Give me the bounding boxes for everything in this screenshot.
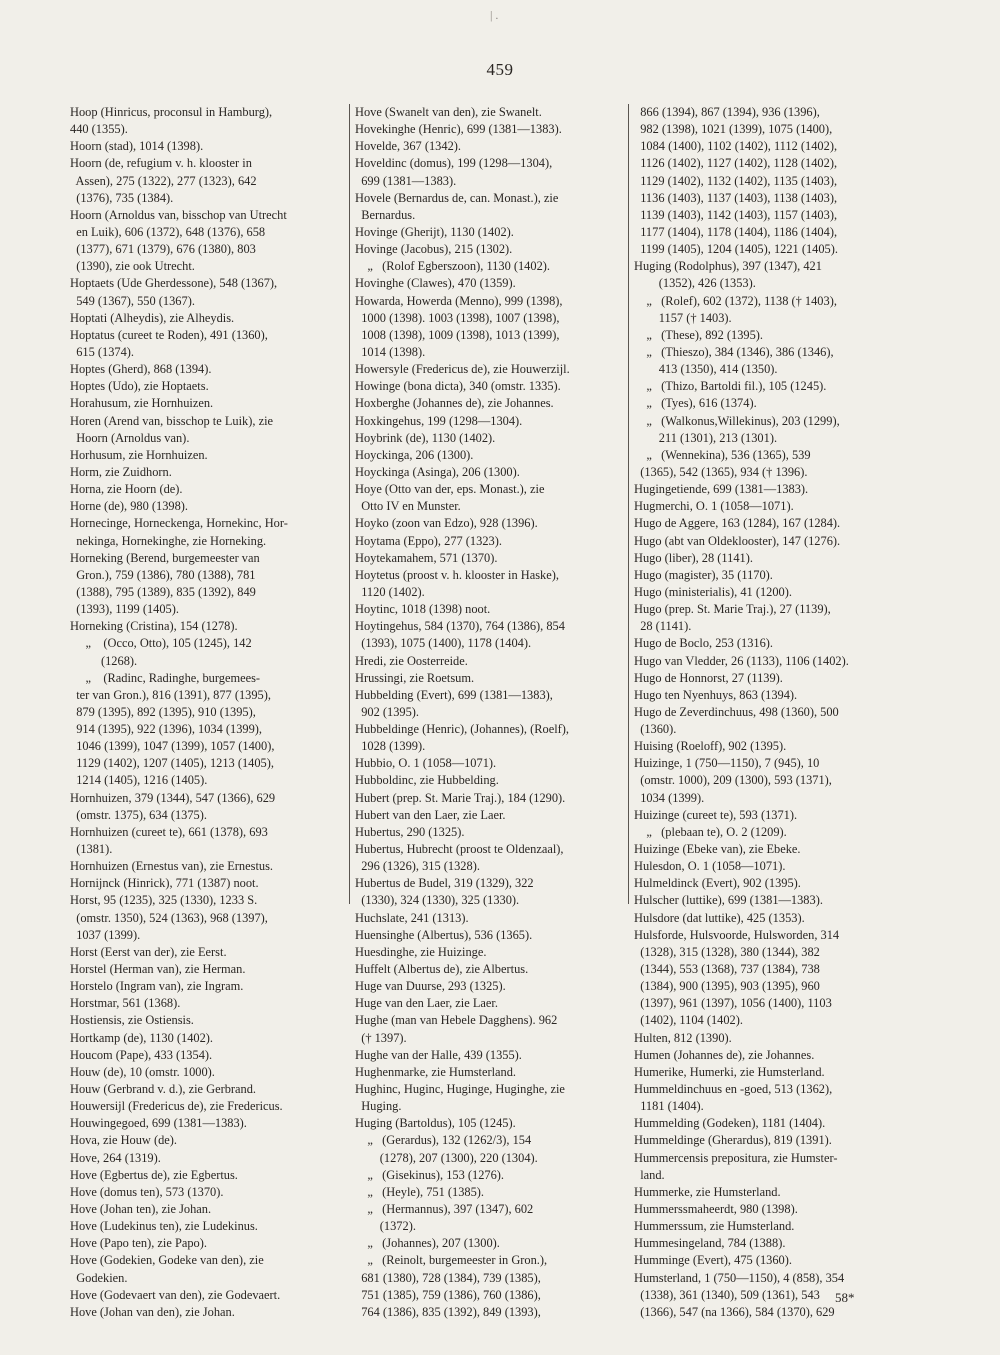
index-line: 615 (1374). bbox=[70, 344, 135, 359]
index-line: 296 (1326), 315 (1328). bbox=[355, 859, 480, 874]
index-line: Houcom (Pape), 433 (1354). bbox=[70, 1047, 213, 1062]
index-line: 1214 (1405), 1216 (1405). bbox=[70, 773, 208, 788]
index-line: „ (Johannes), 207 (1300). bbox=[355, 1236, 500, 1251]
index-line: (omstr. 1000), 209 (1300), 593 (1371), bbox=[634, 773, 832, 788]
index-line: Hoptatus (cureet te Roden), 491 (1360), bbox=[70, 327, 268, 342]
index-line: „ (Walkonus,Willekinus), 203 (1299), bbox=[634, 413, 840, 428]
index-line: Hubertus de Budel, 319 (1329), 322 bbox=[355, 876, 534, 891]
index-line: Hoorn (Arnoldus van, bisschop van Utrecht bbox=[70, 207, 287, 222]
index-line: Horen (Arend van, bisschop te Luik), zie bbox=[70, 413, 274, 428]
index-line: 1028 (1399). bbox=[355, 739, 426, 754]
index-line: 1136 (1403), 1137 (1403), 1138 (1403), bbox=[634, 190, 838, 205]
index-line: Hovelde, 367 (1342). bbox=[355, 139, 461, 154]
index-line: Hubert van den Laer, zie Laer. bbox=[355, 807, 506, 822]
index-line: Hredi, zie Oosterreide. bbox=[355, 653, 468, 668]
index-line: Horne (de), 980 (1398). bbox=[70, 499, 189, 514]
index-line: Hoyko (zoon van Edzo), 928 (1396). bbox=[355, 516, 538, 531]
index-line: Huizinge (Ebeke van), zie Ebeke. bbox=[634, 842, 801, 857]
index-line: 1000 (1398). 1003 (1398), 1007 (1398), bbox=[355, 310, 560, 325]
index-line: (1381). bbox=[70, 842, 113, 857]
index-line: Huging (Rodolphus), 397 (1347), 421 bbox=[634, 259, 822, 274]
top-mark: | . bbox=[490, 8, 499, 22]
index-line: Hoveldinc (domus), 199 (1298—1304), bbox=[355, 156, 553, 171]
index-line: Godekien. bbox=[70, 1270, 128, 1285]
index-line: Hoyckinga, 206 (1300). bbox=[355, 447, 474, 462]
index-line: (1268). bbox=[70, 653, 138, 668]
page-number: 459 bbox=[486, 60, 514, 79]
index-line: Hovinge (Gherijt), 1130 (1402). bbox=[355, 224, 514, 239]
index-line: Hubertus, 290 (1325). bbox=[355, 824, 465, 839]
index-line: Hoptes (Gherd), 868 (1394). bbox=[70, 362, 212, 377]
index-line: en Luik), 606 (1372), 648 (1376), 658 bbox=[70, 224, 266, 239]
index-line: Howarda, Howerda (Menno), 999 (1398), bbox=[355, 293, 563, 308]
index-line: 699 (1381—1383). bbox=[355, 173, 457, 188]
signature-mark: 58* bbox=[835, 1290, 855, 1305]
column-divider-1 bbox=[349, 104, 350, 904]
index-line: „ (Gisekinus), 153 (1276). bbox=[355, 1167, 505, 1182]
index-line: 413 (1350), 414 (1350). bbox=[634, 362, 778, 377]
index-line: nekinga, Hornekinghe, zie Horneking. bbox=[70, 533, 267, 548]
index-line: 764 (1386), 835 (1392), 849 (1393), bbox=[355, 1304, 541, 1319]
index-line: Hughenmarke, zie Humsterland. bbox=[355, 1064, 517, 1079]
index-line: Hovinge (Jacobus), 215 (1302). bbox=[355, 242, 513, 257]
index-line: Hummercensis prepositura, zie Humster- bbox=[634, 1150, 838, 1165]
index-line: (1402), 1104 (1402). bbox=[634, 1013, 743, 1028]
index-line: 1084 (1400), 1102 (1402), 1112 (1402), bbox=[634, 139, 838, 154]
index-line: Hoorn (stad), 1014 (1398). bbox=[70, 139, 204, 154]
index-line: Hugo de Honnorst, 27 (1139). bbox=[634, 670, 783, 685]
index-line: Houwersijl (Fredericus de), zie Fredericus. bbox=[70, 1099, 283, 1114]
index-line: Hoop (Hinricus, proconsul in Hamburg), bbox=[70, 105, 273, 119]
column-divider-2 bbox=[628, 104, 629, 904]
index-line: „ (Rolof Egberszoon), 1130 (1402). bbox=[355, 259, 550, 274]
index-column-1 bbox=[70, 104, 348, 1321]
index-line: (1344), 553 (1368), 737 (1384), 738 bbox=[634, 962, 820, 977]
index-line: Humsterland, 1 (750—1150), 4 (858), 354 bbox=[634, 1270, 845, 1285]
index-line: Hova, zie Houw (de). bbox=[70, 1133, 178, 1148]
index-line: 1181 (1404). bbox=[634, 1099, 704, 1114]
index-line: Hoytinc, 1018 (1398) noot. bbox=[355, 602, 491, 617]
index-line: (omstr. 1350), 524 (1363), 968 (1397), bbox=[70, 910, 268, 925]
index-line: Assen), 275 (1322), 277 (1323), 642 bbox=[70, 173, 257, 188]
index-line: Horst, 95 (1235), 325 (1330), 1233 S. bbox=[70, 893, 258, 908]
index-line: Hugo (magister), 35 (1170). bbox=[634, 567, 773, 582]
index-line: 1199 (1405), 1204 (1405), 1221 (1405). bbox=[634, 242, 838, 257]
index-line: „ (Thizo, Bartoldi fil.), 105 (1245). bbox=[634, 379, 827, 394]
index-line: (1352), 426 (1353). bbox=[634, 276, 756, 291]
index-line: Hoytama (Eppo), 277 (1323). bbox=[355, 533, 502, 548]
index-line: Hoorn (Arnoldus van). bbox=[70, 430, 190, 445]
index-line: Hoptes (Udo), zie Hoptaets. bbox=[70, 379, 209, 394]
index-line: 914 (1395), 922 (1396), 1034 (1399), bbox=[70, 722, 263, 737]
index-line: Hove (Johan van den), zie Johan. bbox=[70, 1304, 235, 1319]
index-line: Horstelo (Ingram van), zie Ingram. bbox=[70, 979, 244, 994]
index-line: 681 (1380), 728 (1384), 739 (1385), bbox=[355, 1270, 541, 1285]
index-line: Hubbeldinge (Henric), (Johannes), (Roelf), bbox=[355, 722, 570, 737]
index-line: Gron.), 759 (1386), 780 (1388), 781 bbox=[70, 567, 256, 582]
index-line: Hugo van Vledder, 26 (1133), 1106 (1402). bbox=[634, 653, 849, 668]
index-line: Hugo ten Nyenhuys, 863 (1394). bbox=[634, 687, 798, 702]
index-line: „ (Hermannus), 397 (1347), 602 bbox=[355, 1202, 534, 1216]
index-line: Hoxkingehus, 199 (1298—1304). bbox=[355, 413, 523, 428]
index-line: Hornhuizen (cureet te), 661 (1378), 693 bbox=[70, 824, 268, 839]
index-line: Hummerke, zie Humsterland. bbox=[634, 1184, 781, 1199]
index-line: Hoybrink (de), 1130 (1402). bbox=[355, 430, 496, 445]
index-line: (1338), 361 (1340), 509 (1361), 543 bbox=[634, 1287, 820, 1302]
index-line: Hove (Papo ten), zie Papo). bbox=[70, 1236, 207, 1251]
index-line: Hulsdore (dat luttike), 425 (1353). bbox=[634, 910, 805, 925]
index-line: Howersyle (Fredericus de), zie Houwerzijl. bbox=[355, 362, 570, 377]
index-line: (1393), 1075 (1400), 1178 (1404). bbox=[355, 636, 532, 651]
index-line: Hove (Egbertus de), zie Egbertus. bbox=[70, 1167, 238, 1182]
index-line: 440 (1355). bbox=[70, 122, 128, 137]
index-line: Hove (Ludekinus ten), zie Ludekinus. bbox=[70, 1219, 258, 1234]
index-line: Horstmar, 561 (1368). bbox=[70, 996, 181, 1011]
index-line: (1390), zie ook Utrecht. bbox=[70, 259, 195, 274]
index-line: (1376), 735 (1384). bbox=[70, 190, 174, 205]
index-line: „ (Tyes), 616 (1374). bbox=[634, 396, 757, 411]
index-line: Hostiensis, zie Ostiensis. bbox=[70, 1013, 194, 1028]
index-line: Horst (Eerst van der), zie Eerst. bbox=[70, 944, 227, 959]
index-line: Hugo de Boclo, 253 (1316). bbox=[634, 636, 774, 651]
index-column-2 bbox=[355, 104, 630, 1321]
index-line: Hove (domus ten), 573 (1370). bbox=[70, 1184, 224, 1199]
index-line: Horm, zie Zuidhorn. bbox=[70, 464, 172, 479]
index-line: Hummesingeland, 784 (1388). bbox=[634, 1236, 786, 1251]
index-line: Hubbelding (Evert), 699 (1381—1383), bbox=[355, 687, 553, 702]
index-line: „ (Wennekina), 536 (1365), 539 bbox=[634, 447, 811, 462]
index-line: 1037 (1399). bbox=[70, 927, 141, 942]
index-line: Houw (de), 10 (omstr. 1000). bbox=[70, 1064, 215, 1079]
index-line: (1393), 1199 (1405). bbox=[70, 602, 179, 617]
index-line: „ (Occo, Otto), 105 (1245), 142 bbox=[70, 636, 252, 651]
index-line: Hubbio, O. 1 (1058—1071). bbox=[355, 756, 497, 771]
index-line: Hughe (man van Hebele Dagghens). 962 bbox=[355, 1013, 558, 1028]
index-line: „ (These), 892 (1395). bbox=[634, 327, 764, 342]
index-line: Houwingegoed, 699 (1381—1383). bbox=[70, 1116, 247, 1131]
index-line: 751 (1385), 759 (1386), 760 (1386), bbox=[355, 1287, 541, 1302]
index-line: Hughinc, Huginc, Huginge, Huginghe, zie bbox=[355, 1082, 565, 1097]
index-line: (1388), 795 (1389), 835 (1392), 849 bbox=[70, 584, 256, 599]
index-line: Hulten, 812 (1390). bbox=[634, 1030, 732, 1045]
index-line: „ (plebaan te), O. 2 (1209). bbox=[634, 824, 787, 839]
index-line: 982 (1398), 1021 (1399), 1075 (1400), bbox=[634, 122, 833, 137]
index-line: Huising (Roeloff), 902 (1395). bbox=[634, 739, 787, 754]
index-line: (1330), 324 (1330), 325 (1330). bbox=[355, 893, 520, 908]
index-line: Hulscher (luttike), 699 (1381—1383). bbox=[634, 893, 823, 908]
index-line: Hornecinge, Horneckenga, Hornekinc, Hor- bbox=[70, 516, 288, 531]
index-line: 1139 (1403), 1142 (1403), 1157 (1403), bbox=[634, 207, 838, 222]
index-line: Hughe van der Halle, 439 (1355). bbox=[355, 1047, 522, 1062]
index-line: 902 (1395). bbox=[355, 704, 420, 719]
index-line: Hugo (prep. St. Marie Traj.), 27 (1139), bbox=[634, 602, 831, 617]
index-line: Horna, zie Hoorn (de). bbox=[70, 482, 183, 497]
index-line: Hove (Godekien, Godeke van den), zie bbox=[70, 1253, 264, 1268]
index-line: 1120 (1402). bbox=[355, 584, 425, 599]
index-line: Hummerssum, zie Humsterland. bbox=[634, 1219, 795, 1234]
index-line: Hove (Godevaert van den), zie Godevaert. bbox=[70, 1287, 281, 1302]
index-line: Huge van Duurse, 293 (1325). bbox=[355, 979, 506, 994]
index-line: Hovinghe (Clawes), 470 (1359). bbox=[355, 276, 516, 291]
index-line: Huchslate, 241 (1313). bbox=[355, 910, 469, 925]
index-line: Hornhuizen (Ernestus van), zie Ernestus. bbox=[70, 859, 274, 874]
index-line: Hulesdon, O. 1 (1058—1071). bbox=[634, 859, 786, 874]
index-line: (omstr. 1375), 634 (1375). bbox=[70, 807, 207, 822]
index-line: Huensinghe (Albertus), 536 (1365). bbox=[355, 927, 533, 942]
index-line: Huizinge, 1 (750—1150), 7 (945), 10 bbox=[634, 756, 820, 771]
index-line: Hovekinghe (Henric), 699 (1381—1383). bbox=[355, 122, 562, 137]
index-line: Horhusum, zie Hornhuizen. bbox=[70, 447, 208, 462]
index-line: 28 (1141). bbox=[634, 619, 692, 634]
index-line: Huging. bbox=[355, 1099, 402, 1114]
index-line: Hummeldinge (Gherardus), 819 (1391). bbox=[634, 1133, 832, 1148]
index-line: „ (Rolef), 602 (1372), 1138 († 1403), bbox=[634, 293, 837, 308]
index-line: „ (Heyle), 751 (1385). bbox=[355, 1184, 485, 1199]
index-line: Huesdinghe, zie Huizinge. bbox=[355, 944, 487, 959]
index-column-3 bbox=[634, 104, 916, 1321]
index-line: (1365), 542 (1365), 934 († 1396). bbox=[634, 464, 808, 479]
index-line: Humerike, Humerki, zie Humsterland. bbox=[634, 1064, 825, 1079]
index-line: Bernardus. bbox=[355, 207, 416, 222]
index-line: 1126 (1402), 1127 (1402), 1128 (1402), bbox=[634, 156, 838, 171]
index-line: (1278), 207 (1300), 220 (1304). bbox=[355, 1150, 538, 1165]
index-line: (1384), 900 (1395), 903 (1395), 960 bbox=[634, 979, 820, 994]
index-line: Hoptaets (Ude Gherdessone), 548 (1367), bbox=[70, 276, 278, 291]
index-line: Hovele (Bernardus de, can. Monast.), zie bbox=[355, 190, 559, 205]
index-line: 549 (1367), 550 (1367). bbox=[70, 293, 195, 308]
index-line: Humen (Johannes de), zie Johannes. bbox=[634, 1047, 815, 1062]
index-line: Hugmerchi, O. 1 (1058—1071). bbox=[634, 499, 794, 514]
index-line: Hubert (prep. St. Marie Traj.), 184 (1290). bbox=[355, 790, 566, 805]
index-line: Hornijnck (Hinrick), 771 (1387) noot. bbox=[70, 876, 259, 891]
index-line: „ (Reinolt, burgemeester in Gron.), bbox=[355, 1253, 548, 1268]
index-line: Hove (Johan ten), zie Johan. bbox=[70, 1202, 212, 1216]
index-line: Huge van den Laer, zie Laer. bbox=[355, 996, 498, 1011]
index-line: „ (Radinc, Radinghe, burgemees- bbox=[70, 670, 261, 685]
index-line: (1328), 315 (1328), 380 (1344), 382 bbox=[634, 944, 820, 959]
index-line: Horahusum, zie Hornhuizen. bbox=[70, 396, 214, 411]
index-line: Hulmeldinck (Evert), 902 (1395). bbox=[634, 876, 801, 891]
index-line: Hoye (Otto van der, eps. Monast.), zie bbox=[355, 482, 545, 497]
index-line: 1008 (1398), 1009 (1398), 1013 (1399), bbox=[355, 327, 560, 342]
index-line: Hubertus, Hubrecht (proost te Oldenzaal), bbox=[355, 842, 564, 857]
index-line: Hoytingehus, 584 (1370), 764 (1386), 854 bbox=[355, 619, 565, 634]
index-line: Hubboldinc, zie Hubbelding. bbox=[355, 773, 499, 788]
index-line: Hummelding (Godeken), 1181 (1404). bbox=[634, 1116, 826, 1131]
index-line: 1129 (1402), 1132 (1402), 1135 (1403), bbox=[634, 173, 838, 188]
index-line: 211 (1301), 213 (1301). bbox=[634, 430, 778, 445]
index-line: Howinge (bona dicta), 340 (omstr. 1335). bbox=[355, 379, 561, 394]
index-line: „ (Thieszo), 384 (1346), 386 (1346), bbox=[634, 344, 834, 359]
index-line: Horstel (Herman van), zie Herman. bbox=[70, 962, 246, 977]
index-line: (1360). bbox=[634, 722, 677, 737]
index-line: Hoyckinga (Asinga), 206 (1300). bbox=[355, 464, 520, 479]
index-line: (1366), 547 (na 1366), 584 (1370), 629 bbox=[634, 1304, 835, 1319]
index-line: Hoxberghe (Johannes de), zie Johannes. bbox=[355, 396, 554, 411]
index-line: 1157 († 1403). bbox=[634, 310, 732, 325]
index-line: Huffelt (Albertus de), zie Albertus. bbox=[355, 962, 529, 977]
index-line: Hugo (abt van Oldeklooster), 147 (1276). bbox=[634, 533, 841, 548]
index-line: Huizinge (cureet te), 593 (1371). bbox=[634, 807, 798, 822]
index-line: Hove (Swanelt van den), zie Swanelt. bbox=[355, 105, 542, 119]
index-line: Hugingetiende, 699 (1381—1383). bbox=[634, 482, 809, 497]
index-line: Horneking (Cristina), 154 (1278). bbox=[70, 619, 238, 634]
index-line: 1034 (1399). bbox=[634, 790, 705, 805]
index-line: „ (Gerardus), 132 (1262/3), 154 bbox=[355, 1133, 532, 1148]
index-line: 1177 (1404), 1178 (1404), 1186 (1404), bbox=[634, 224, 838, 239]
index-line: 879 (1395), 892 (1395), 910 (1395), bbox=[70, 704, 256, 719]
index-line: 1014 (1398). bbox=[355, 344, 426, 359]
index-line: Humminge (Evert), 475 (1360). bbox=[634, 1253, 792, 1268]
index-line: Hrussingi, zie Roetsum. bbox=[355, 670, 475, 685]
index-line: Hugo de Zeverdinchuus, 498 (1360), 500 bbox=[634, 704, 839, 719]
index-line: Hoptati (Alheydis), zie Alheydis. bbox=[70, 310, 235, 325]
index-line: († 1397). bbox=[355, 1030, 407, 1045]
index-line: Hugo (liber), 28 (1141). bbox=[634, 550, 753, 565]
index-line: land. bbox=[634, 1167, 665, 1182]
index-line: (1377), 671 (1379), 676 (1380), 803 bbox=[70, 242, 256, 257]
index-line: Hugo de Aggere, 163 (1284), 167 (1284). bbox=[634, 516, 841, 531]
index-line: Hummerssmaheerdt, 980 (1398). bbox=[634, 1202, 798, 1216]
index-line: Otto IV en Munster. bbox=[355, 499, 461, 514]
index-line: Hortkamp (de), 1130 (1402). bbox=[70, 1030, 214, 1045]
index-line: Hove, 264 (1319). bbox=[70, 1150, 161, 1165]
index-line: Hulsforde, Hulsvoorde, Hulsworden, 314 bbox=[634, 927, 840, 942]
index-line: Hummeldinchuus en -goed, 513 (1362), bbox=[634, 1082, 833, 1097]
index-line: (1397), 961 (1397), 1056 (1400), 1103 bbox=[634, 996, 832, 1011]
index-line: ter van Gron.), 816 (1391), 877 (1395), bbox=[70, 687, 271, 702]
index-line: Hoytekamahem, 571 (1370). bbox=[355, 550, 498, 565]
index-line: Hoorn (de, refugium v. h. klooster in bbox=[70, 156, 252, 171]
index-line: Hugo (ministerialis), 41 (1200). bbox=[634, 584, 792, 599]
index-line: 1046 (1399), 1047 (1399), 1057 (1400), bbox=[70, 739, 275, 754]
index-line: Houw (Gerbrand v. d.), zie Gerbrand. bbox=[70, 1082, 257, 1097]
index-line: 1129 (1402), 1207 (1405), 1213 (1405), bbox=[70, 756, 274, 771]
index-line: (1372). bbox=[355, 1219, 416, 1234]
index-line: Hoytetus (proost v. h. klooster in Haske), bbox=[355, 567, 559, 582]
index-line: Horneking (Berend, burgemeester van bbox=[70, 550, 260, 565]
index-line: 866 (1394), 867 (1394), 936 (1396), bbox=[634, 105, 820, 119]
index-line: Huging (Bartoldus), 105 (1245). bbox=[355, 1116, 516, 1131]
index-line: Hornhuizen, 379 (1344), 547 (1366), 629 bbox=[70, 790, 276, 805]
